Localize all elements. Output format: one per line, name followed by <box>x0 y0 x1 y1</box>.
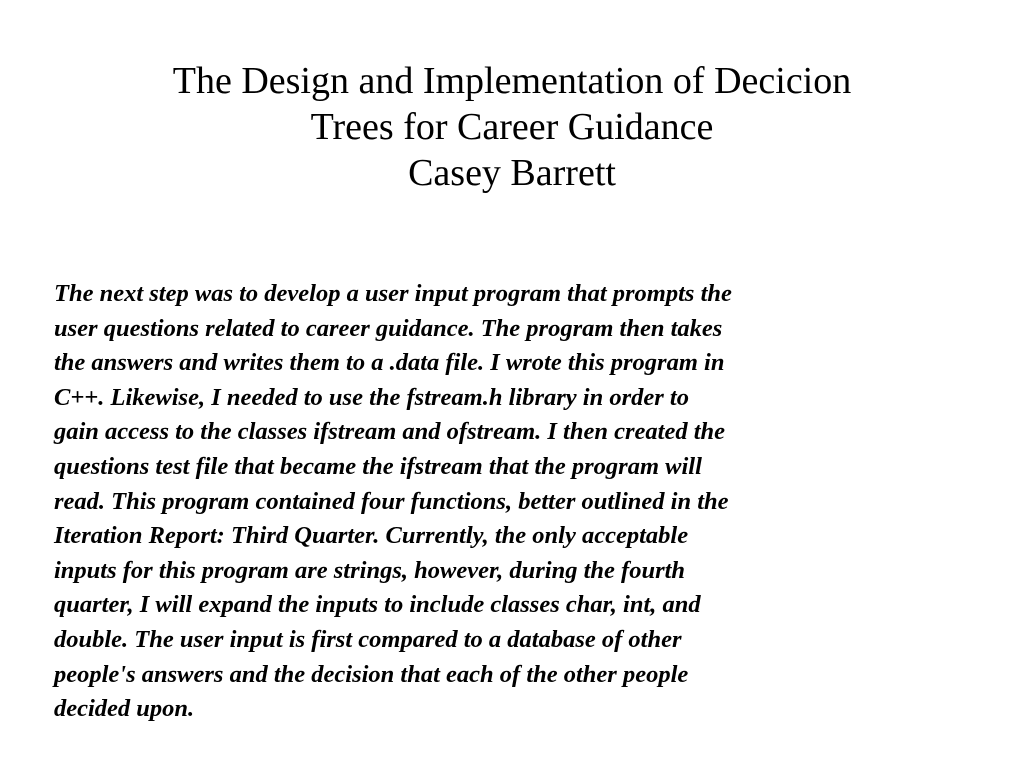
title-line: The Design and Implementation of Decicion <box>172 60 852 102</box>
body-line: people's answers and the decision that each of the other people <box>54 660 689 688</box>
body-line: gain access to the classes ifstream and ofstream. I then created the <box>54 418 725 446</box>
body-paragraph <box>54 277 954 727</box>
body-line: double. The user input is first compared to a database of other <box>54 625 682 653</box>
author-name: Casey Barrett <box>408 152 616 194</box>
slide-title <box>60 58 964 196</box>
body-line: read. This program contained four functions, better outlined in the <box>54 487 729 515</box>
body-line: quarter, I will expand the inputs to include classes char, int, and <box>54 591 701 619</box>
body-line: questions test file that became the ifstream that the program will <box>54 452 702 480</box>
body-line: The next step was to develop a user input program that prompts the <box>54 280 732 307</box>
body-line: inputs for this program are strings, however, during the fourth <box>54 556 686 584</box>
body-line: the answers and writes them to a .data file. I wrote this program in <box>54 349 725 377</box>
body-line: decided upon. <box>54 695 195 723</box>
body-line: Iteration Report: Third Quarter. Currently, the only acceptable <box>54 522 689 550</box>
title-line: Trees for Career Guidance <box>310 106 714 148</box>
body-line: user questions related to career guidance. The program then takes <box>54 314 723 342</box>
body-line: C++. Likewise, I needed to use the fstream.h library in order to <box>54 383 689 411</box>
